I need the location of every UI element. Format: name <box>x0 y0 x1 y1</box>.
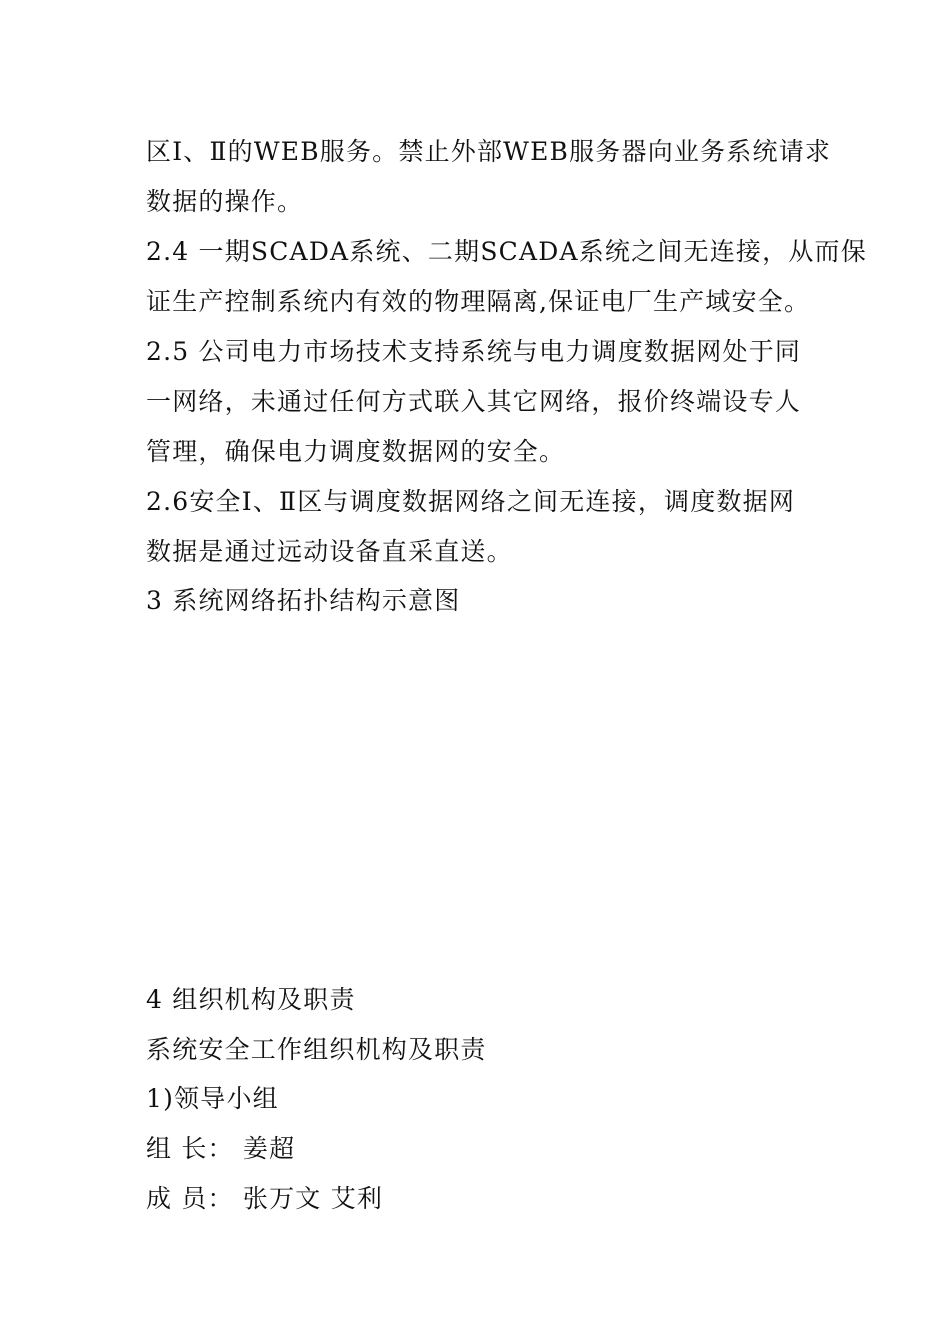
paragraph-line: 数据的操作。 <box>146 187 304 216</box>
paragraph-line: 数据是通过远动设备直采直送。 <box>146 537 513 566</box>
subheading: 系统安全工作组织机构及职责 <box>146 1035 487 1064</box>
paragraph-line: 一网络，未通过任何方式联入其它网络，报价终端设专人 <box>146 387 802 416</box>
section-heading: 4 组织机构及职责 <box>146 985 356 1014</box>
paragraph-line: 2.4 一期SCADA系统、二期SCADA系统之间无连接，从而保 <box>146 237 867 266</box>
leader-line: 组 长： 姜超 <box>146 1134 296 1163</box>
paragraph-line: 2.5 公司电力市场技术支持系统与电力调度数据网处于同 <box>146 337 802 366</box>
members-line: 成 员： 张万文 艾利 <box>146 1184 384 1213</box>
paragraph-line: 2.6安全Ⅰ、Ⅱ区与调度数据网络之间无连接，调度数据网 <box>146 487 796 516</box>
diagram-placeholder <box>146 640 806 970</box>
section-heading: 3 系统网络拓扑结构示意图 <box>146 586 461 615</box>
paragraph-line: 管理，确保电力调度数据网的安全。 <box>146 437 566 466</box>
group-title: 1)领导小组 <box>146 1084 279 1113</box>
paragraph-line: 区Ⅰ、Ⅱ的WEB服务。禁止外部WEB服务器向业务系统请求 <box>146 137 832 166</box>
paragraph-line: 证生产控制系统内有效的物理隔离,保证电厂生产域安全。 <box>146 287 811 316</box>
